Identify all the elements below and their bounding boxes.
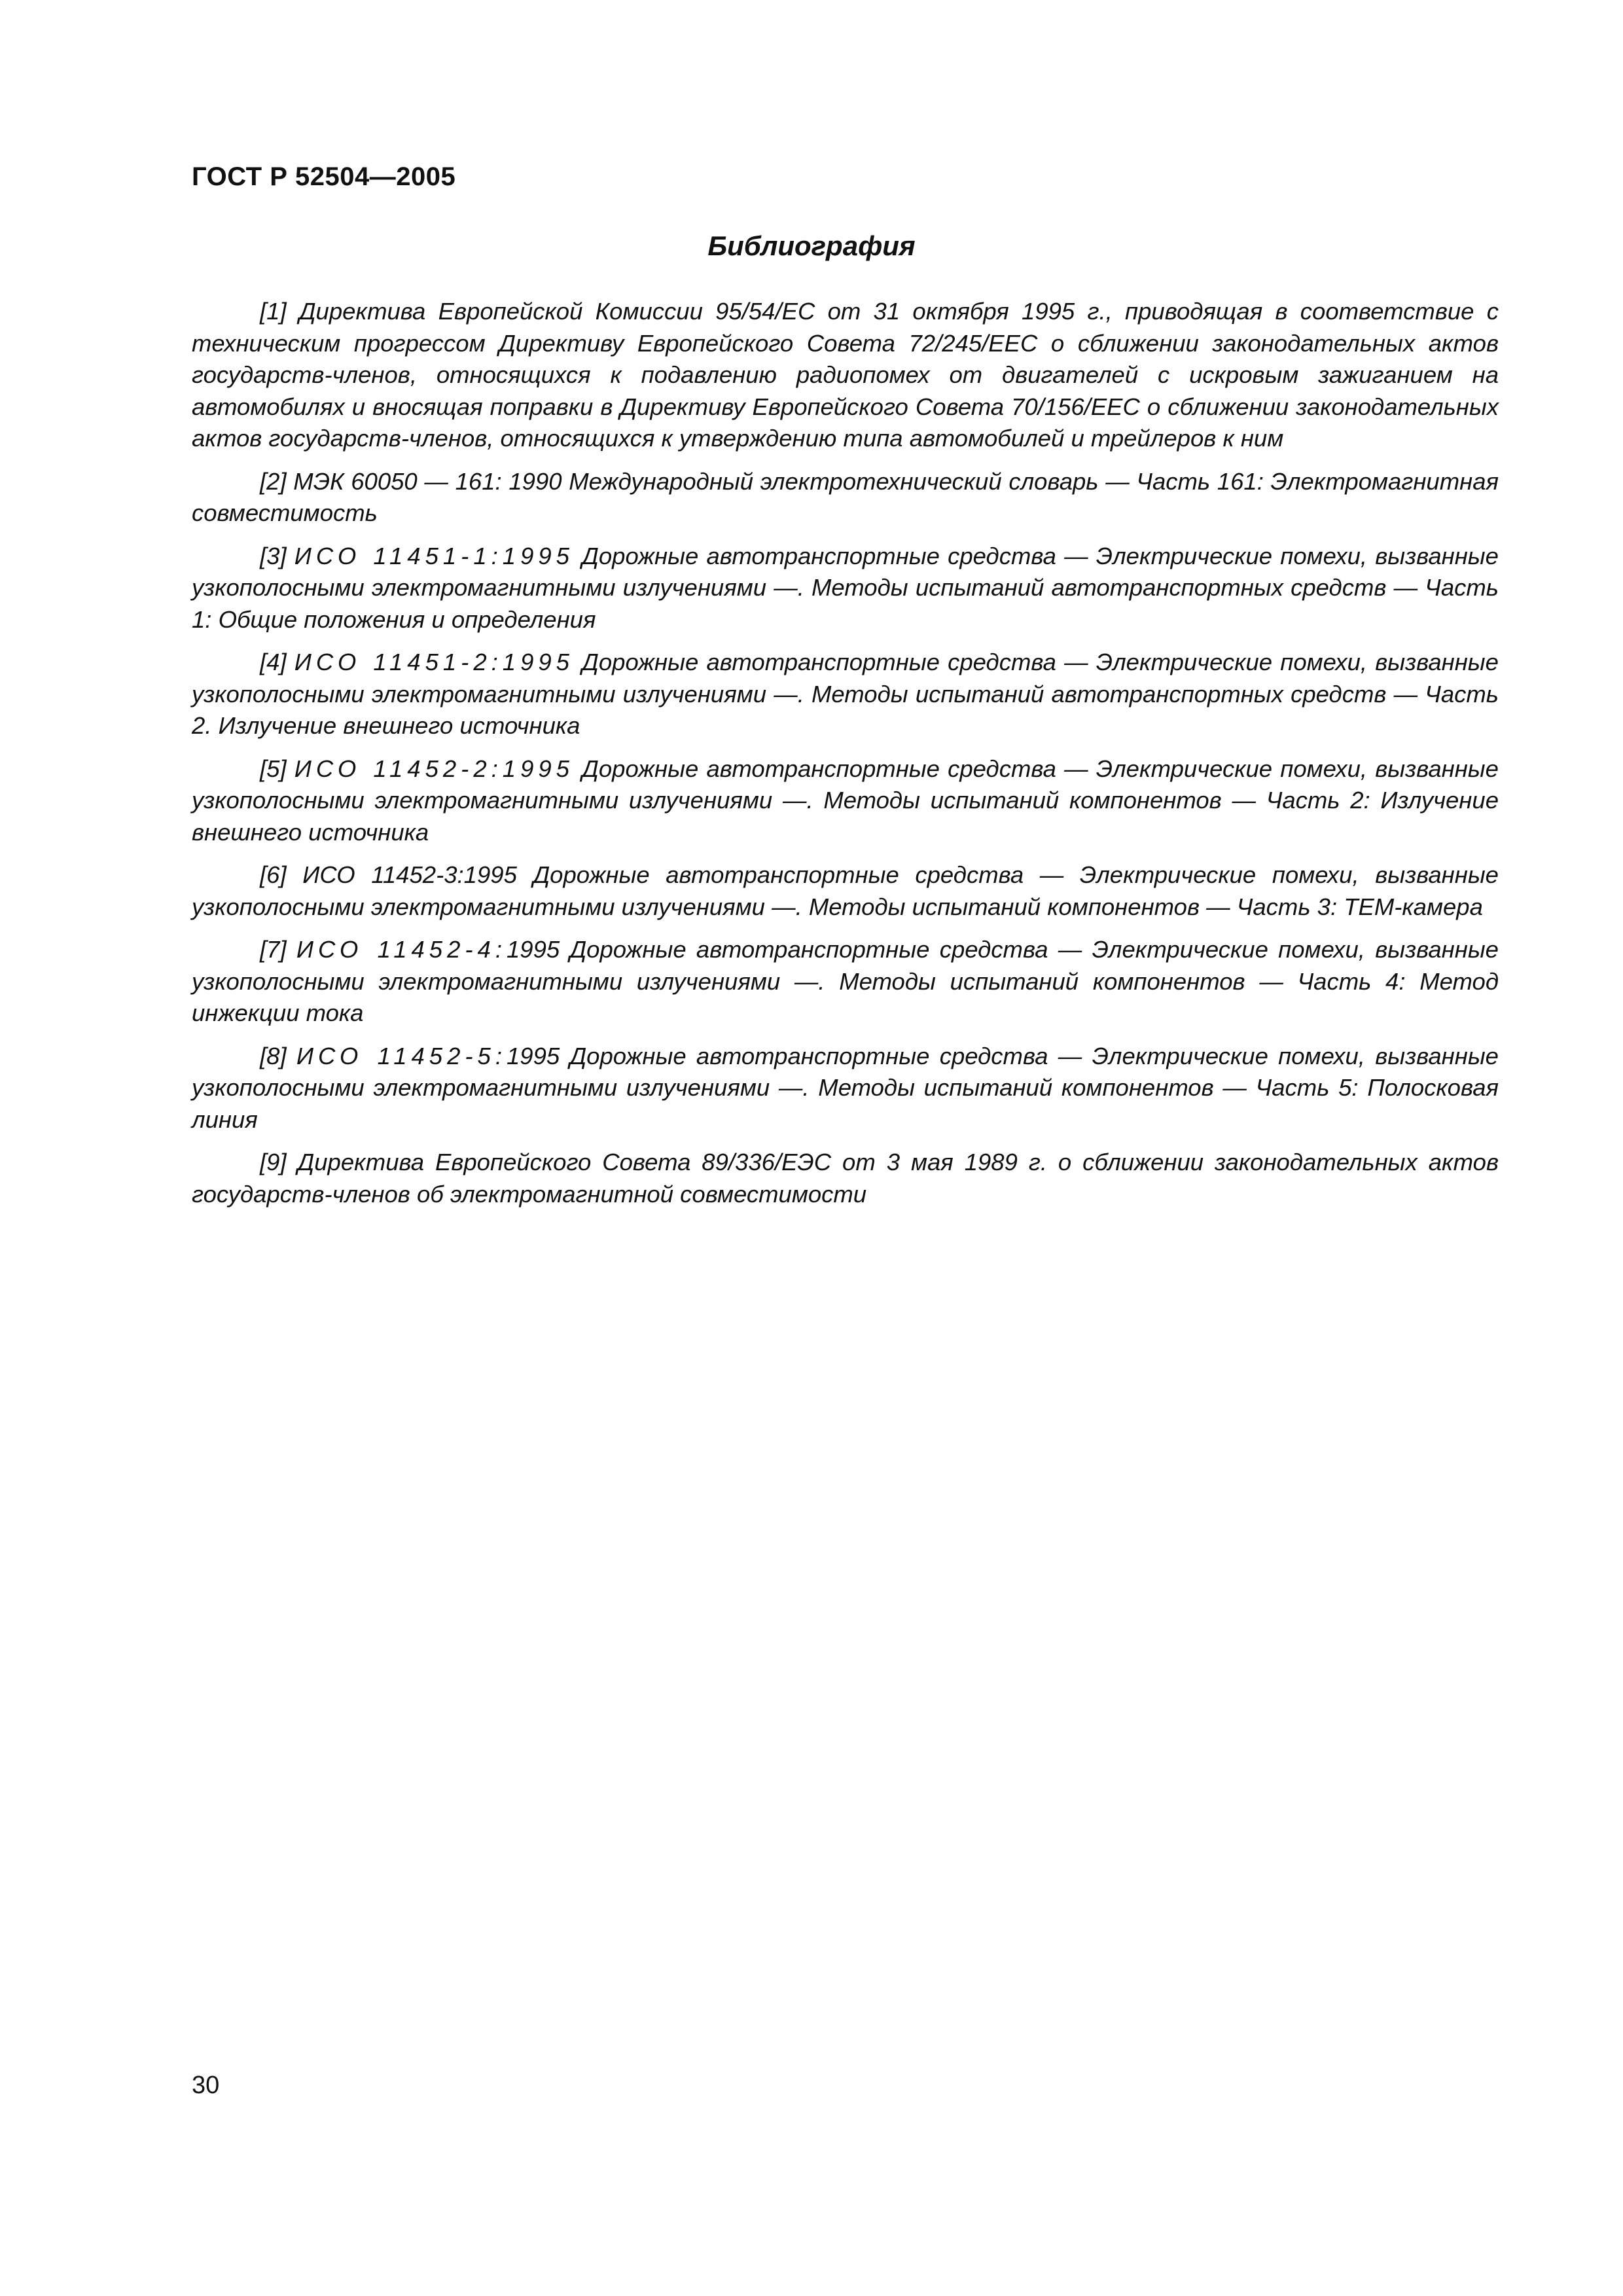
entry-text: Дорожные автотранспортные средства — Электрические помехи, вызванные узкополосными электромагнитными излучениями —. Методы испытаний автотранспортных средств — Часть 1: Общие положения и определения [192, 542, 1499, 633]
bibliography-list [192, 296, 1499, 1221]
entry-code: ИСО 11451-2:1995 [294, 649, 574, 675]
entry-text: Дорожные автотранспортные средства — Электрические помехи, вызванные узкополосными электромагнитными излучениями —. Методы испытаний автотранспортных средств — Часть 2. Излучение внешнего источника [192, 649, 1499, 739]
entry-text: 1995 Дорожные автотранспортные средства — Электрические помехи, вызванные узкополосными электромагнитными излучениями —. Методы испытаний компонентов — Часть 5: Полосковая линия [192, 1042, 1499, 1133]
document-header: ГОСТ Р 52504—2005 [192, 162, 456, 191]
entry-number: [2] [260, 467, 287, 495]
bibliography-entry [192, 859, 1499, 923]
entry-text: Директива Европейской Комиссии 95/54/ЕС от 31 октября 1995 г., приводящая в соответствие с техническим прогрессом Директиву Европейского Совета 72/245/EEC о сближении законодательных актов государств-членов, относящихся к подавлению радиопомех от двигателей с искровым зажиганием на автомобилях и вносящая поправки в Директиву Европейского Совета 70/156/EEC о сближении законодательных актов государств-членов, относящихся к утверждению типа автомобилей и трейлеров к ним [192, 298, 1499, 452]
bibliography-entry [192, 296, 1499, 455]
page-number: 30 [192, 2072, 220, 2099]
entry-text: 1995 Дорожные автотранспортные средства — Электрические помехи, вызванные узкополосными электромагнитными излучениями —. Методы испытаний компонентов — Часть 4: Метод инжекции тока [192, 936, 1499, 1026]
entry-number: [9] [260, 1149, 287, 1175]
entry-number: [6] [260, 861, 287, 888]
entry-number: [1] [260, 298, 287, 325]
entry-text: Директива Европейского Совета 89/336/ЕЭС от 3 мая 1989 г. о сближении законодательных актов государств-членов об электромагнитной совместимости [192, 1149, 1499, 1208]
bibliography-entry [192, 1147, 1499, 1210]
bibliography-entry [192, 934, 1499, 1030]
entry-code: ИСО 11452-2:1995 [294, 755, 574, 782]
entry-code: ИСО 11452-5: [296, 1042, 507, 1069]
entry-text: МЭК 60050 — 161: 1990 Международный электротехнический словарь — Часть 161: Электромагнитная совместимость [192, 467, 1499, 526]
bibliography-entry [192, 541, 1499, 636]
entry-code: ИСО 11452-4: [296, 936, 507, 963]
bibliography-entry [192, 466, 1499, 529]
entry-code: ИСО 11451-1:1995 [294, 542, 574, 569]
section-title: Библиография [707, 230, 916, 261]
entry-text: ИСО 11452-3:1995 Дорожные автотранспортные средства — Электрические помехи, вызванные узкополосными электромагнитными излучениями —. Методы испытаний компонентов — Часть 3: ТЕМ-камера [192, 861, 1499, 920]
bibliography-entry [192, 647, 1499, 742]
bibliography-entry [192, 753, 1499, 849]
entry-number: [5] [260, 755, 287, 782]
bibliography-entry [192, 1041, 1499, 1136]
entry-number: [8] [260, 1042, 287, 1069]
entry-number: [7] [260, 936, 287, 963]
entry-number: [4] [260, 649, 287, 675]
entry-number: [3] [260, 542, 287, 569]
entry-text: Дорожные автотранспортные средства — Электрические помехи, вызванные узкополосными электромагнитными излучениями —. Методы испытаний компонентов — Часть 2: Излучение внешнего источника [192, 755, 1499, 846]
